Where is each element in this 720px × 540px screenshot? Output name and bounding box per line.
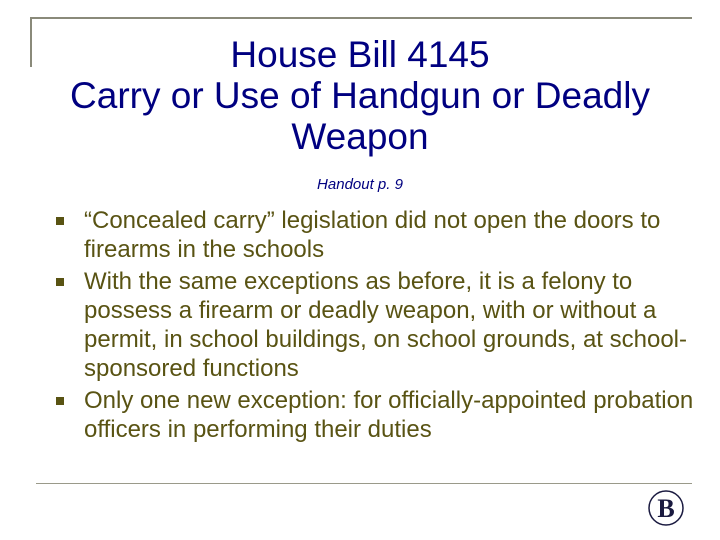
bullet-item — [52, 386, 702, 444]
title-line-3: Weapon — [291, 116, 429, 157]
bullet-item — [52, 267, 702, 383]
b-logo-icon — [648, 490, 684, 526]
slide-title — [20, 34, 700, 157]
square-bullet-icon — [56, 278, 64, 286]
slide-subtitle: Handout p. 9 — [317, 176, 403, 193]
bullet-list — [52, 206, 702, 447]
bullet-text: “Concealed carry” legislation did not open the doors to firearms in the schools — [84, 207, 661, 263]
bullet-item — [52, 206, 702, 264]
title-line-2: Carry or Use of Handgun or Deadly — [70, 75, 650, 116]
frame-top-line — [30, 17, 692, 19]
bullet-text: Only one new exception: for officially-appointed probation officers in performing their duties — [84, 387, 694, 443]
square-bullet-icon — [56, 217, 64, 225]
bullet-text: With the same exceptions as before, it is a felony to possess a firearm or deadly weapon, with or without a permit, in school buildings, on school grounds, at school-sponsored functions — [84, 268, 687, 382]
logo-letter: B — [657, 494, 675, 523]
frame-bottom-line — [36, 483, 692, 484]
square-bullet-icon — [56, 397, 64, 405]
title-line-1: House Bill 4145 — [230, 34, 490, 75]
